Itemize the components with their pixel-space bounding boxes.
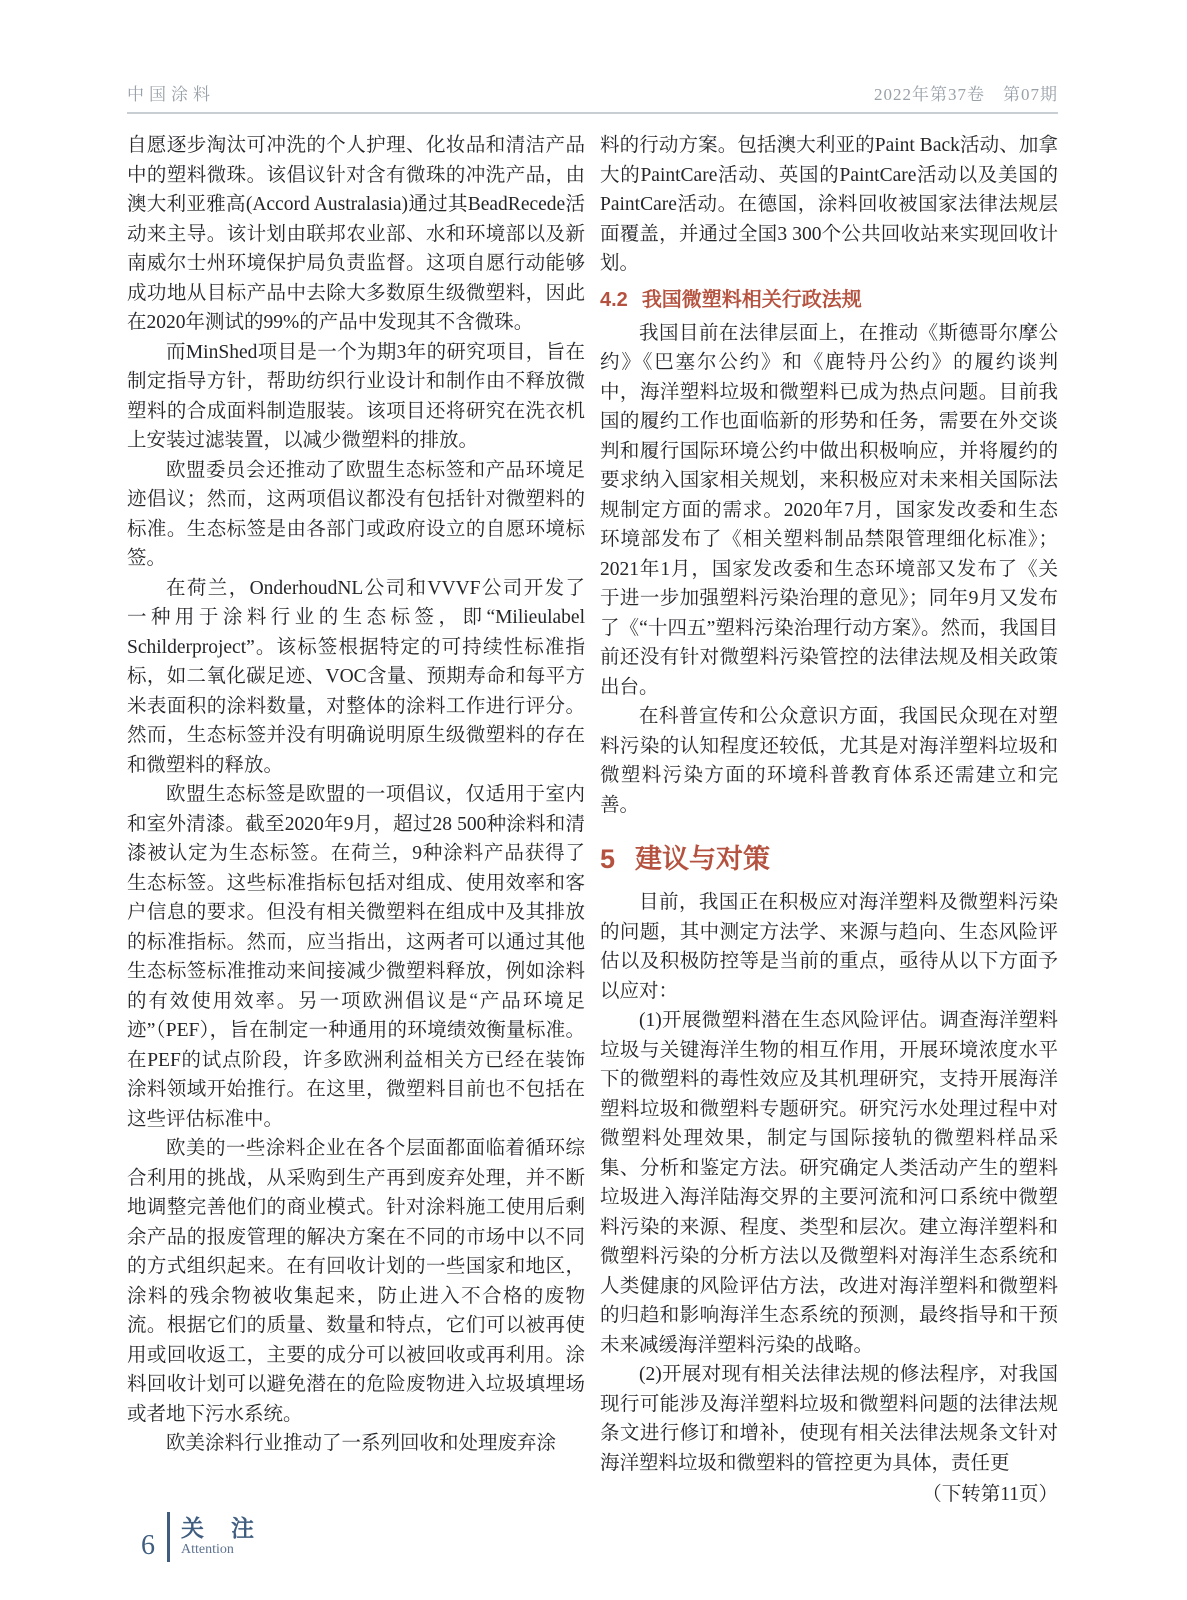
paragraph: 目前，我国正在积极应对海洋塑料及微塑料污染的问题，其中测定方法学、来源与趋向、生态风险评估以及积极防控等是当前的重点，亟待从以下方面予以应对： — [600, 892, 1058, 1002]
paragraph: (1)开展微塑料潜在生态风险评估。调查海洋塑料垃圾与关键海洋生物的相互作用，开展环境浓度水平下的微塑料的毒性效应及其机理研究，支持开展海洋塑料垃圾和微塑料专题研究。研究污水处理过程中对微塑料处理效果，制定与国际接轨的微塑料样品采集、分析和鉴定方法。研究确定人类活动产生的塑料垃圾进入海洋陆海交界的主要河流和河口系统中微塑料污染的来源、程度、类型和层次。建立海洋塑料和微塑料污染的分析方法以及微塑料对海洋生态系统和人类健康的风险评估方法，改进对海洋塑料和微塑料的归趋和影响海洋生态系统的预测，最终指导和干预未来减缓海洋塑料污染的战略。 — [600, 1010, 1058, 1356]
footer-divider — [167, 1512, 170, 1562]
article-body — [127, 131, 1058, 1510]
paragraph: 我国目前在法律层面上，在推动《斯德哥尔摩公约》《巴塞尔公约》和《鹿特丹公约》的履约谈判中，海洋塑料垃圾和微塑料已成为热点问题。目前我国的履约工作也面临新的形势和任务，需要在外交谈判和履行国际环境公约中做出积极响应，并将履约的要求纳入国家相关规划，来积极应对未来相关国际法规制定方面的需求。2020年7月，国家发改委和生态环境部发布了《相关塑料制品禁限管理细化标准》；2021年1月，国家发改委和生态环境部又发布了《关于进一步加强塑料污染治理的意见》；同年9月又发布了《“十四五”塑料污染治理行动方案》。然而，我国目前还没有针对微塑料污染管控的法律法规及相关政策出台。 — [600, 322, 1058, 698]
footer-section-label — [181, 1515, 256, 1559]
footer-section-en: Attention — [181, 1542, 234, 1557]
paragraph: 自愿逐步淘汰可冲洗的个人护理、化妆品和清洁产品中的塑料微珠。该倡议针对含有微珠的冲洗产品，由澳大利亚雅高(Accord Australasia)通过其BeadRecede活动来主导。该计划由联邦农业部、水和环境部以及新南威尔士州环境保护局负责监督。这项自愿行动能够成功地从目标产品中去除大多数原生级微塑料，因此在2020年测试的99%的产品中发现其不含微珠。 — [127, 135, 585, 333]
page-header — [127, 80, 1058, 114]
footer-section-cn: 关 注 — [181, 1515, 256, 1541]
paragraph: 而MinShed项目是一个为期3年的研究项目，旨在制定指导方针，帮助纺织行业设计和制作由不释放微塑料的合成面料制造服装。该项目还将研究在洗衣机上安装过滤装置，以减少微塑料的排放。 — [127, 341, 585, 451]
left-column — [127, 131, 585, 1510]
paragraph: 欧盟委员会还推动了欧盟生态标签和产品环境足迹倡议；然而，这两项倡议都没有包括针对微塑料的标准。生态标签是由各部门或政府设立的自愿环境标签。 — [127, 459, 585, 569]
paragraph: 在科普宣传和公众意识方面，我国民众现在对塑料污染的认知程度还较低，尤其是对海洋塑料垃圾和微塑料污染方面的环境科普教育体系还需建立和完善。 — [600, 706, 1058, 816]
issue-info: 2022年第37卷 第07期 — [874, 85, 1058, 104]
section-heading-5 — [600, 842, 1058, 876]
paragraph: 料的行动方案。包括澳大利亚的Paint Back活动、加拿大的PaintCare活动、英国的PaintCare活动以及美国的PaintCare活动。在德国，涂料回收被国家法律法规层面覆盖，并通过全国3 300个公共回收站来实现回收计划。 — [600, 135, 1058, 274]
section-number: 4.2 — [600, 288, 628, 311]
paragraph: (2)开展对现有相关法律法规的修法程序，对我国现行可能涉及海洋塑料垃圾和微塑料问题的法律法规条文进行修订和增补，使现有相关法律法规条文针对海洋塑料垃圾和微塑料的管控更为具体，责任更 — [600, 1364, 1058, 1474]
paragraph: 欧盟生态标签是欧盟的一项倡议，仅适用于室内和室外清漆。截至2020年9月，超过28 500种涂料和清漆被认定为生态标签。在荷兰，9种涂料产品获得了生态标签。这些标准指标包括对组成、使用效率和客户信息的要求。但没有相关微塑料在组成中及其排放的标准指标。然而，应当指出，这两者可以通过其他生态标签标准推动来间接减少微塑料释放，例如涂料的有效使用效率。另一项欧洲倡议是“产品环境足迹”（PEF），旨在制定一种通用的环境绩效衡量标准。在PEF的试点阶段，许多欧洲利益相关方已经在装饰涂料领域开始推行。在这里，微塑料目前也不包括在这些评估标准中。 — [127, 784, 585, 1130]
section-heading-4-2 — [600, 285, 1058, 315]
paragraph: 在荷兰，OnderhoudNL公司和VVVF公司开发了一种用于涂料行业的生态标签，即“Milieulabel Schilderproject”。该标签根据特定的可持续性标准指标，如二氧化碳足迹、VOC含量、预期寿命和每平方米表面积的涂料数量，对整体的涂料工作进行评分。然而，生态标签并没有明确说明原生级微塑料的存在和微塑料的释放。 — [127, 577, 585, 776]
right-column — [600, 131, 1058, 1510]
paragraph: 欧美的一些涂料企业在各个层面都面临着循环综合利用的挑战，从采购到生产再到废弃处理，并不断地调整完善他们的商业模式。针对涂料施工使用后剩余产品的报废管理的解决方案在不同的市场中以不同的方式组织起来。在有回收计划的一些国家和地区，涂料的残余物被收集起来，防止进入不合格的废物流。根据它们的质量、数量和特点，它们可以被再使用或回收返工，主要的成分可以被回收或再利用。涂料回收计划可以避免潜在的危险废物进入垃圾填埋场或者地下污水系统。 — [127, 1138, 585, 1425]
paragraph: 欧美涂料行业推动了一系列回收和处理废弃涂 — [166, 1433, 557, 1454]
page-footer — [141, 1512, 256, 1562]
section-title: 建议与对策 — [635, 844, 771, 874]
journal-name: 中国涂料 — [127, 85, 215, 104]
page-number: 6 — [141, 1530, 155, 1561]
section-title: 我国微塑料相关行政法规 — [641, 288, 862, 311]
continued-on-page-note: （下转第11页） — [922, 1484, 1058, 1505]
section-number: 5 — [600, 844, 616, 874]
